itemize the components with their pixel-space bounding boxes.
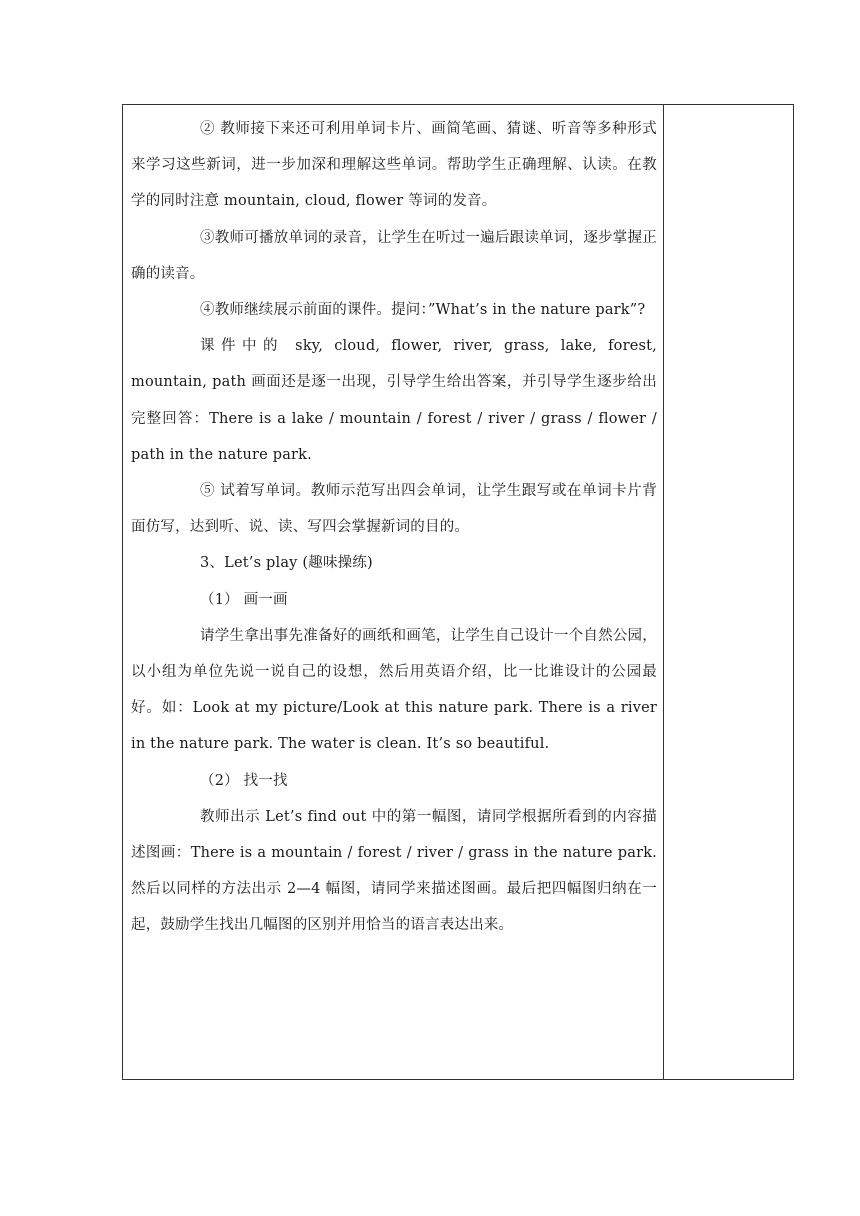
lesson-content-cell [131, 111, 657, 944]
paragraph-courseware: 课件中的 sky, cloud, flower, river, grass, lake, forest, mountain, path 画面还是逐一出现，引导学生给出答案，并引导学生逐步给出完整回答：There is a lake / mountain / forest / river / grass / flower / path in the nature park. [131, 338, 657, 463]
section-heading-lets-play: 3、Let’s play (趣味操练) [200, 555, 373, 572]
paragraph-find: 教师出示 Let’s find out 中的第一幅图，请同学根据所看到的内容描述图画：There is a mountain / forest / river / grass in the nature park. 然后以同样的方法出示 2—4 幅图，请同学来描述图画。最后把四幅图归纳在一起，鼓励学生找出几幅图的区别并用恰当的语言表达出来。 [131, 808, 657, 934]
lesson-table [122, 104, 794, 1080]
paragraph-draw: 请学生拿出事先准备好的画纸和画笔，让学生自己设计一个自然公园，以小组为单位先说一说自己的设想，然后用英语介绍，比一比谁设计的公园最好。如：Look at my picture/Look at this nature park. There is a river in the nature park. The water is clean. It’s so beautiful. [131, 627, 657, 753]
paragraph-step-4: ④教师继续展示前面的课件。提问：”What’s in the nature park”? [200, 302, 646, 319]
subheading-find: （2） 找一找 [200, 772, 288, 789]
paragraph-step-3: ③教师可播放单词的录音，让学生在听过一遍后跟读单词，逐步掌握正确的读音。 [131, 229, 657, 282]
subheading-draw: （1） 画一画 [200, 591, 288, 608]
paragraph-step-5: ⑤ 试着写单词。教师示范写出四会单词，让学生跟写或在单词卡片背面仿写，达到听、说、读、写四会掌握新词的目的。 [131, 483, 657, 536]
paragraph-step-2: ② 教师接下来还可利用单词卡片、画简笔画、猜谜、听音等多种形式来学习这些新词，进一步加深和理解这些单词。帮助学生正确理解、认读。在教学的同时注意 mountain, cloud, flower 等词的发音。 [131, 121, 657, 210]
notes-cell [664, 105, 793, 1079]
